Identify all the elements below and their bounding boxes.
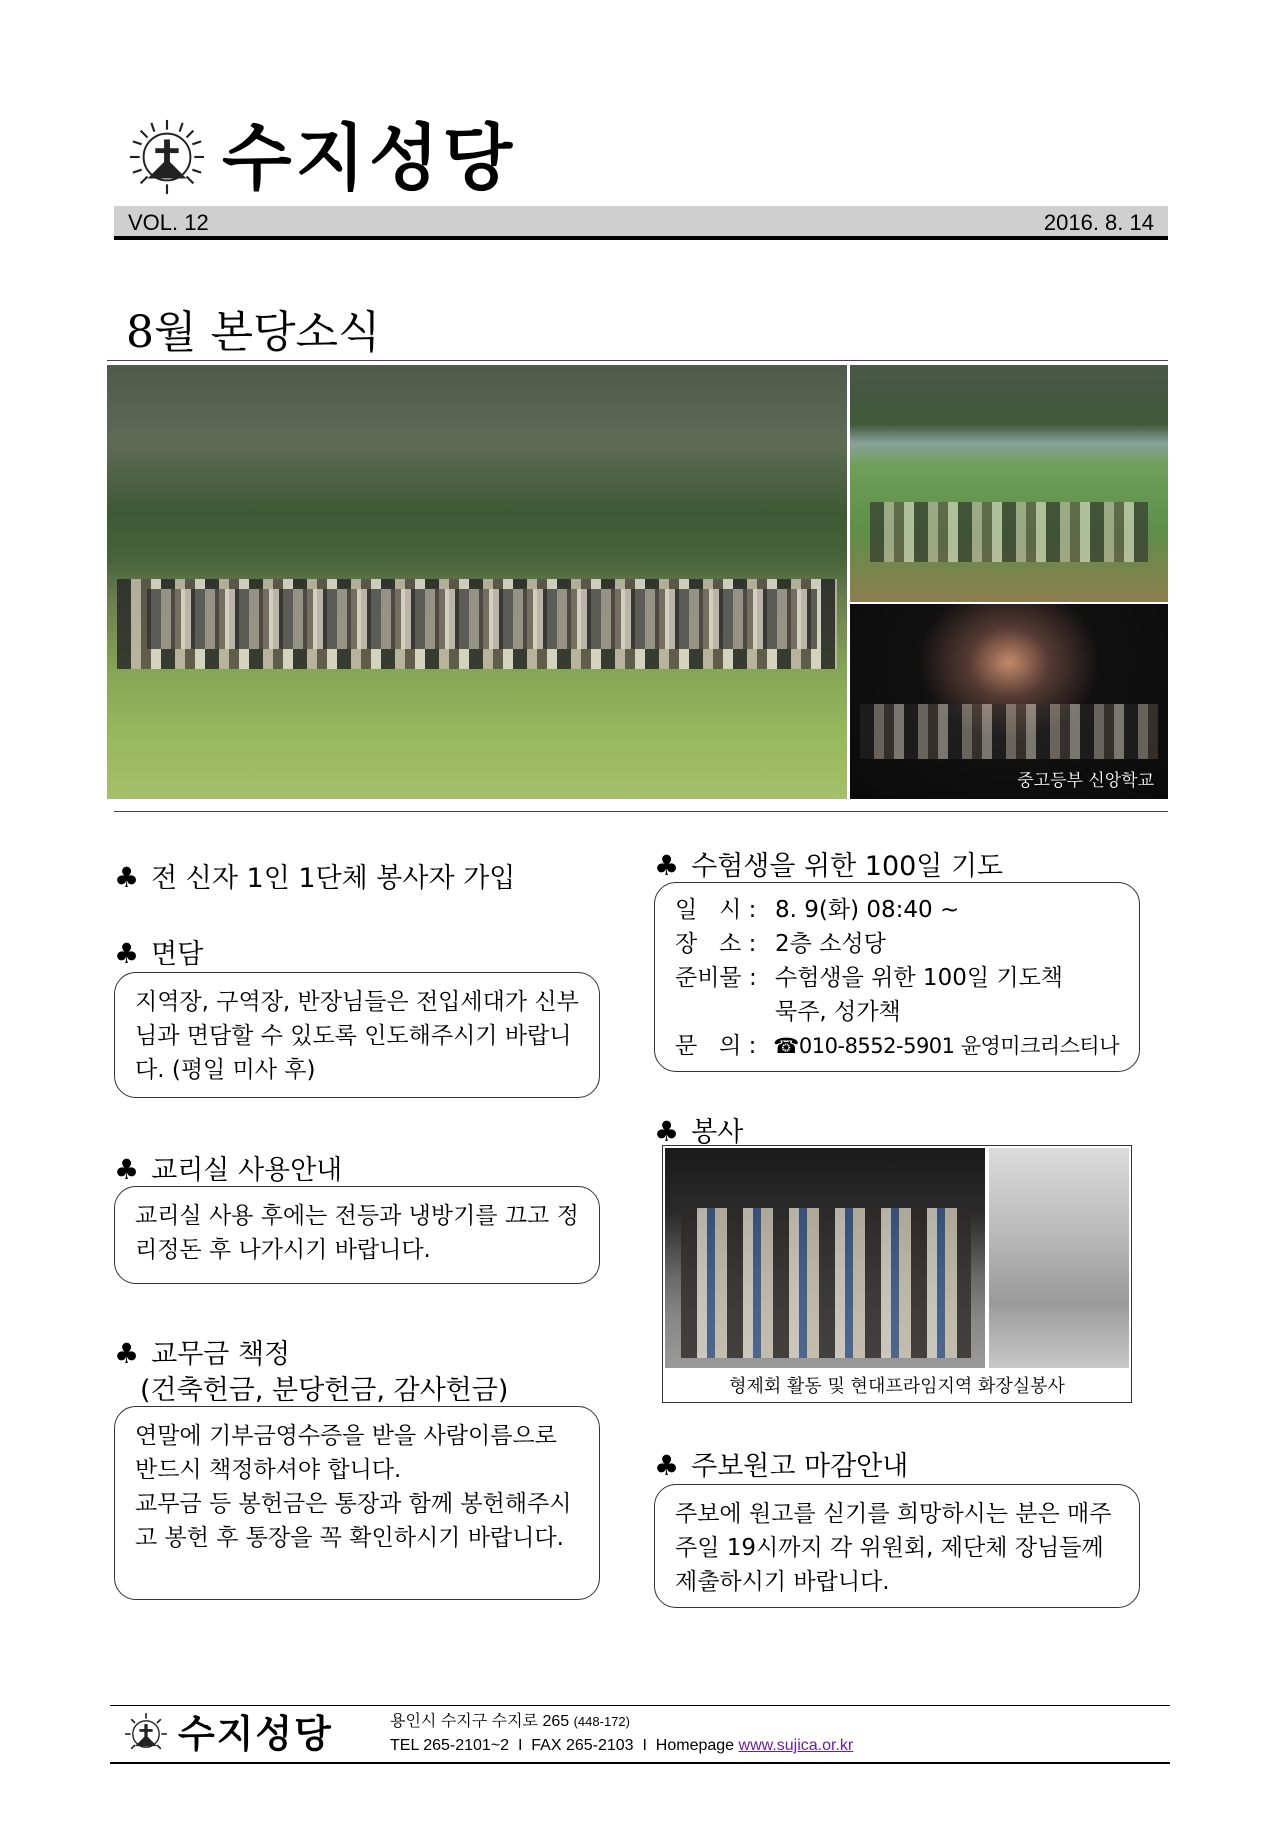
service-photo (662, 1145, 1132, 1403)
info-date: 8. 9(화) 08:40 ~ (775, 897, 960, 923)
footer-logo (120, 1708, 380, 1760)
club-icon: ♣ (654, 1115, 680, 1148)
photo-people (870, 502, 1148, 562)
footer-address: 용인시 수지구 수지로 265 (390, 1713, 570, 1730)
interview-text: 지역장, 구역장, 반장님들은 전입세대가 신부님과 면담할 수 있도록 인도해주시기 바랍니다. (평일 미사 후) (135, 989, 579, 1083)
prayer-info-box (654, 882, 1140, 1072)
group-photo-main (107, 365, 847, 799)
heading-classroom: ♣ 교리실 사용안내 (114, 1153, 343, 1186)
heading-service: ♣ 봉사 (654, 1115, 744, 1148)
volume-number: VOL. 12 (128, 210, 209, 235)
dues-text-2: 교무금 등 봉헌금은 통장과 함께 봉헌해주시고 봉헌 후 통장을 꼭 확인하시기 바랍니다. (135, 1491, 572, 1551)
heading-prayer: ♣ 수험생을 위한 100일 기도 (654, 849, 1004, 882)
photo-people-back (147, 589, 817, 649)
club-icon: ♣ (114, 1337, 140, 1370)
service-caption: 형제회 활동 및 현대프라임지역 화장실봉사 (729, 1376, 1065, 1397)
info-date-row: 일 시 : 8. 9(화) 08:40 ~ (675, 893, 1119, 927)
info-contact-row: 문 의 : ☎010-8552-5901 윤영미크리스티나 (675, 1029, 1119, 1063)
bulletin-text: 주보에 원고를 싣기를 희망하시는 분은 매주 주일 19시까지 각 위원회, 제단체 장님들께 제출하시기 바랍니다. (675, 1501, 1112, 1595)
homepage-link[interactable]: www.sujica.or.kr (738, 1737, 854, 1754)
dues-subtitle: (건축헌금, 분당헌금, 감사헌금) (140, 1375, 509, 1406)
club-icon: ♣ (114, 861, 140, 894)
section-title: 8월 본당소식 (126, 307, 381, 358)
divider (107, 360, 1168, 361)
service-photo-restroom (989, 1148, 1129, 1368)
footer-zip: (448-172) (573, 1714, 630, 1729)
bulletin-box (654, 1484, 1140, 1608)
heading-dues: ♣ 교무금 책정 (114, 1337, 291, 1370)
masthead-title: 수지성당 (222, 116, 517, 200)
info-items-row-2 (675, 995, 1119, 1029)
heading-interview: ♣ 면담 (114, 937, 204, 970)
interview-box (114, 972, 600, 1098)
club-icon: ♣ (114, 937, 140, 970)
volume-bar (114, 206, 1168, 240)
footer-contacts: TEL 265-2101~2 I FAX 265-2103 I Homepage (390, 1737, 735, 1754)
photo-caption: 중고등부 신앙학교 (1017, 771, 1154, 791)
footer-divider-top (110, 1705, 1170, 1706)
footer-address-line (390, 1710, 853, 1734)
info-contact: ☎010-8552-5901 윤영미크리스티나 (773, 1034, 1119, 1058)
info-items: 수험생을 위한 100일 기도책 (775, 965, 1064, 991)
issue-date: 2016. 8. 14 (1043, 210, 1154, 235)
footer-contacts-line (390, 1734, 853, 1758)
club-icon: ♣ (654, 849, 680, 882)
service-photo-group (665, 1148, 985, 1368)
dues-text-1: 연말에 기부금영수증을 받을 사람이름으로 반드시 책정하셔야 합니다. (135, 1423, 557, 1483)
cross-sun-logo-icon (128, 118, 206, 196)
masthead (120, 112, 560, 204)
classroom-text: 교리실 사용 후에는 전등과 냉방기를 끄고 정리정돈 후 나가시기 바랍니다. (135, 1203, 579, 1263)
photo-activity-field (850, 365, 1168, 602)
dues-box (114, 1406, 600, 1600)
footer-logo-text: 수지성당 (178, 1712, 333, 1756)
classroom-box (114, 1186, 600, 1284)
heading-bulletin-deadline: ♣ 주보원고 마감안내 (654, 1449, 909, 1482)
heading-volunteer: ♣ 전 신자 1인 1단체 봉사자 가입 (114, 861, 516, 894)
info-items-2: 묵주, 성가책 (775, 999, 901, 1025)
info-place-row: 장 소 : 2층 소성당 (675, 927, 1119, 961)
footer-divider-bottom (110, 1762, 1170, 1764)
cross-sun-logo-icon (124, 1712, 168, 1756)
club-icon: ♣ (654, 1449, 680, 1482)
info-items-row: 준비물 : 수험생을 위한 100일 기도책 (675, 961, 1119, 995)
info-place: 2층 소성당 (775, 931, 886, 957)
footer-contact (390, 1710, 853, 1758)
club-icon: ♣ (114, 1153, 140, 1186)
photo-campfire (850, 604, 1168, 799)
divider (114, 811, 1168, 812)
photo-people (860, 704, 1158, 759)
